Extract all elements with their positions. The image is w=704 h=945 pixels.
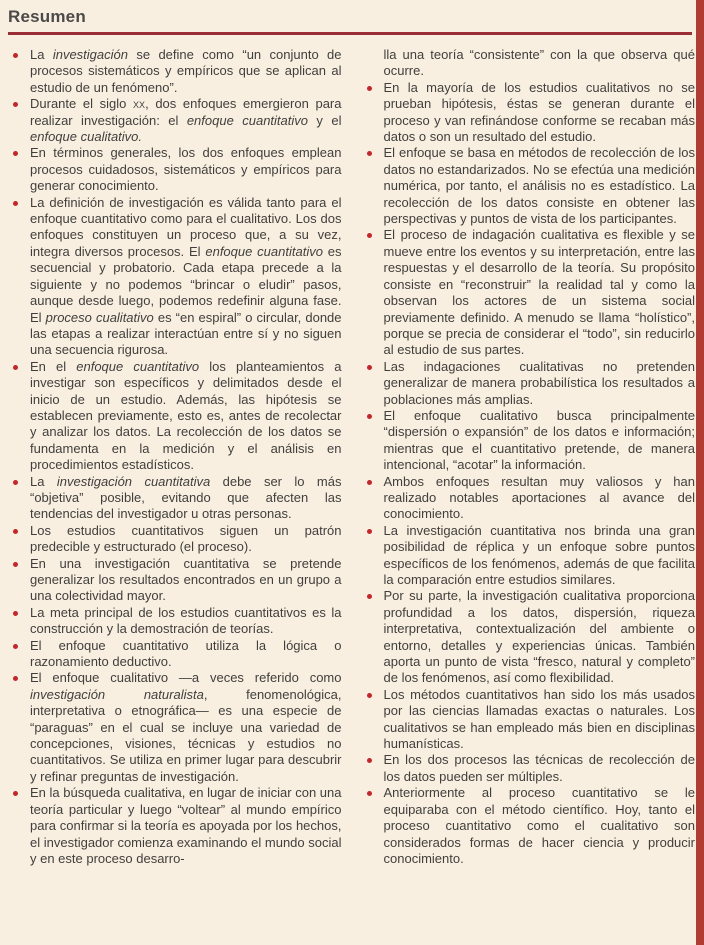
list-item [12,359,342,474]
list-item-text: En el enfoque cuantitativo los planteamientos a investigar son específicos y delimitados desde el inicio de un estudio. Además, las hipótesis se establecen previamente, esto es, antes de recolectar y analizar los datos. La recolección de los datos se fundamenta en la medición y el análisis en procedimientos estadísticos. [30,358,342,473]
list-item-text: En los dos procesos las técnicas de recolección de los datos pueden ser múltiples. [383,752,695,784]
list-item [366,588,696,686]
list-item-text: La meta principal de los estudios cuantitativos es la construcción y la demostración de teorías. [30,604,342,637]
list-item-text: En la búsqueda cualitativa, en lugar de iniciar con una teoría particular y luego “voltear” al mundo empírico para confirmar si la teoría es apoyada por los hechos, el investigador comienza examinando el mundo social y en este proceso desarro- [30,785,342,866]
page-edge-bar [696,0,704,945]
list-item-text: La investigación se define como “un conjunto de procesos sistemáticos y empíricos que se aplican al estudio de un fenómeno”. [30,47,342,95]
list-item-text: En la mayoría de los estudios cualitativos no se prueban hipótesis, éstas se generan durante el proceso y van refinándose conforme se recaban más datos o son un resultado del estudio. [383,79,695,145]
list-item [366,359,696,408]
bullet-icon [13,529,18,534]
bullet-icon [367,693,372,698]
two-column-body [0,35,704,867]
list-item [12,474,342,523]
list-item-text: El proceso de indagación cualitativa es flexible y se mueve entre los eventos y su interpretación, entre las respuestas y el desarrollo de la teoría. Su propósito consiste en “reconstruir” la realidad tal y como la observan los actores de un sistema social previamente definido. A menudo se llama “holístico”, porque se precia de considerar el “todo”, sin reducirlo al estudio de sus partes. [383,227,695,358]
list-item-text: Los métodos cuantitativos han sido los más usados por las ciencias llamadas exactas o naturales. Los cualitativos se han empleado más bien en disciplinas humanísticas. [383,686,695,752]
list-item-text: Ambos enfoques resultan muy valiosos y han realizado notables aportaciones al avance del conocimiento. [383,473,695,522]
list-item [12,96,342,145]
bullet-icon [367,86,372,91]
list-item [12,47,342,96]
list-item [366,474,696,523]
bullet-icon [13,791,18,796]
bullet-icon [367,151,372,156]
bullet-icon [13,365,18,370]
bullet-icon [13,53,18,58]
bullet-icon [13,644,18,649]
bullet-icon [367,791,372,796]
bullet-icon [13,201,18,206]
bullet-icon [13,562,18,567]
list-item [12,638,342,671]
list-item [366,687,696,753]
list-item [12,670,342,785]
bullet-icon [13,611,18,616]
list-item [12,195,342,359]
list-item [366,227,696,358]
bullet-icon [367,365,372,370]
list-item-text: Durante el siglo xx, dos enfoques emergieron para realizar investigación: el enfoque cuantitativo y el enfoque cualitativo. [30,96,342,145]
list-item [366,752,696,785]
summary-column-left [12,47,342,867]
list-item [12,785,342,867]
list-item [12,556,342,605]
list-item-text: En una investigación cuantitativa se pretende generalizar los resultados encontrados en un grupo a una colectividad mayor. [30,555,342,604]
list-item [366,80,696,146]
list-item-text: El enfoque cualitativo —a veces referido como investigación naturalista, fenomenológica, interpretativa o etnográfica— es una especie de “paraguas” en el cual se incluye una variedad de concepciones, visiones, técnicas y estudios no cuantitativos. Se utiliza en primer lugar para descubrir y refinar preguntas de investigación. [30,670,342,784]
bullet-icon [367,758,372,763]
list-item [366,145,696,227]
bullet-icon [13,102,18,107]
bullet-icon [13,676,18,681]
list-item-text: La definición de investigación es válida tanto para el enfoque cuantitativo como para el cualitativo. Los dos enfoques constituyen un proceso que, a su vez, integra diversos procesos. El enfoque cuantitativo es secuencial y probatorio. Cada etapa precede a la siguiente y no podemos “brincar o eludir” pasos, aunque desde luego, podemos redefinir alguna fase. El proceso cualitativo es “en espiral” o circular, donde las etapas a realizar interactúan entre sí y no siguen una secuencia rigurosa. [30,194,342,358]
list-item-continuation [366,47,696,80]
summary-column-right [366,47,696,867]
bullet-icon [367,414,372,419]
list-item [366,785,696,867]
list-item [12,605,342,638]
list-item [12,523,342,556]
list-item-text: Los estudios cuantitativos siguen un patrón predecible y estructurado (el proceso). [30,522,342,555]
bullet-icon [13,151,18,156]
list-item-text: En términos generales, los dos enfoques emplean procesos cuidadosos, sistemáticos y empíricos para generar conocimiento. [30,145,342,194]
list-item-text: La investigación cuantitativa debe ser lo más “objetiva” posible, evitando que afecten las tendencias del investigador u otras personas. [30,473,342,522]
list-item-text: Anteriormente al proceso cuantitativo se le equiparaba con el método científico. Hoy, tanto el proceso cuantitativo como el cualitativo son considerados formas de hacer ciencia y producir conocimiento. [383,785,695,866]
list-item [366,408,696,474]
list-item-text: El enfoque se basa en métodos de recolección de los datos no estandarizados. No se efectúa una medición numérica, por tanto, el análisis no es estadístico. La recolección de los datos consiste en obtener las perspectivas y puntos de vista de los participantes. [383,145,695,227]
list-item-text: Por su parte, la investigación cualitativa proporciona profundidad a los datos, dispersión, riqueza interpretativa, contextualización del ambiente o entorno, detalles y experiencias únicas. También aporta un punto de vista “fresco, natural y completo” de los fenómenos, así como flexibilidad. [383,588,695,686]
list-item-text: lla una teoría “consistente” con la que observa qué ocurre. [383,47,695,79]
page-header [0,0,704,35]
bullet-icon [367,594,372,599]
page-title: Resumen [8,7,86,26]
bullet-icon [13,480,18,485]
list-item-text: El enfoque cuantitativo utiliza la lógica o razonamiento deductivo. [30,637,342,670]
bullet-icon [367,529,372,534]
list-item-text: La investigación cuantitativa nos brinda una gran posibilidad de réplica y un enfoque sobre puntos específicos de los fenómenos, además de que facilita la comparación entre estudios similares. [383,522,695,587]
list-item [12,145,342,194]
list-item-text: Las indagaciones cualitativas no pretenden generalizar de manera probabilística los resultados a poblaciones más amplias. [383,358,695,407]
list-item-text: El enfoque cualitativo busca principalmente “dispersión o expansión” de los datos e información; mientras que el cuantitativo pretende, de manera intencional, “acotar” la información. [383,407,695,473]
bullet-icon [367,480,372,485]
list-item [366,523,696,589]
bullet-icon [367,233,372,238]
